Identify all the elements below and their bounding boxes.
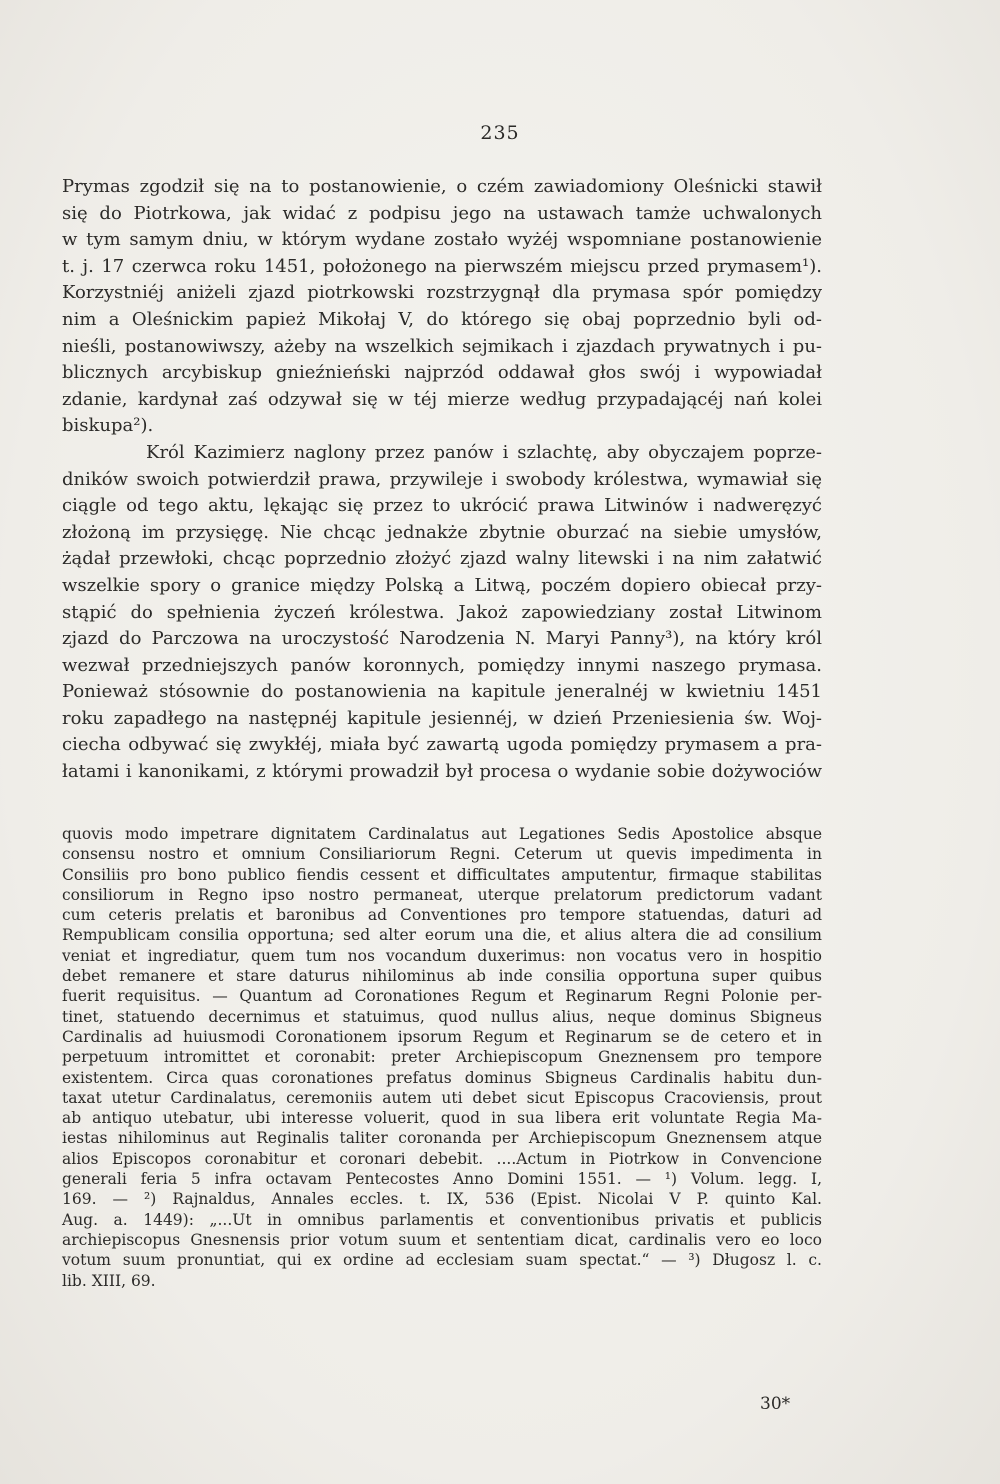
page-number: 235 [480, 122, 520, 144]
footnote-line: iestas nihilominus aut Reginalis taliter coronanda per Archiepiscopum Gneznensem atque [62, 1129, 822, 1148]
footnote-line: lib. XIII, 69. [62, 1271, 156, 1290]
main-text-line: stąpić do spełnienia życzeń królestwa. Jakoż zapowiedziany został Litwinom [62, 601, 822, 623]
main-text-line: wszelkie spory o granice między Polską a Litwą, poczém dopiero obiecał przy- [62, 574, 822, 596]
main-text-line: łatami i kanonikami, z którymi prowadził był procesa o wydanie sobie dożywociów [62, 761, 822, 783]
main-text-line: się do Piotrkowa, jak widać z podpisu jego na ustawach tamże uchwalonych [62, 202, 822, 224]
footnote-line: 169. — ²) Rajnaldus, Annales eccles. t. IX, 536 (Epist. Nicolai V P. quinto Kal. [62, 1190, 822, 1209]
footnote-line: quovis modo impetrare dignitatem Cardinalatus aut Legationes Sedis Apostolice absque [62, 825, 822, 843]
footnote-line: votum suum pronuntiat, qui ex ordine ad ecclesiam suam spectat.“ — ³) Długosz l. c. [62, 1251, 822, 1270]
main-text-line: Król Kazimierz naglony przez panów i szlachtę, aby obyczajem poprze- [146, 441, 822, 463]
footnote-line: fuerit requisitus. — Quantum ad Coronationes Regum et Reginarum Regni Polonie per- [62, 987, 822, 1006]
footnote-line: consensu nostro et omnium Consiliariorum Regni. Ceterum ut quevis impedimenta in [62, 845, 822, 864]
footnote-line: Cardinalis ad huiusmodi Coronationem ipsorum Regum et Reginarum se de cetero et in [62, 1027, 822, 1046]
main-text-line: roku zapadłego na następnéj kapitule jesiennéj, w dzień Przeniesienia św. Woj- [62, 707, 822, 729]
main-text-line: zdanie, kardynał zaś odzywał się w téj mierze według przypadającéj nań kolei [62, 388, 822, 410]
main-text [62, 174, 822, 786]
main-text-line: t. j. 17 czerwca roku 1451, położonego na pierwszém miejscu przed prymasem¹). [62, 255, 822, 277]
footnote-line: consiliorum in Regno ipso nostro permaneat, uterque prelatorum predictorum vadant [62, 885, 822, 904]
main-text-line: ciecha odbywać się zwykłéj, miała być zawartą ugoda pomiędzy prymasem a pra- [62, 734, 822, 756]
main-text-line: nieśli, postanowiwszy, ażeby na wszelkich sejmikach i zjazdach prywatnych i pu- [62, 335, 822, 357]
main-text-line: dników swoich potwierdził prawa, przywileje i swobody królestwa, wymawiał się [62, 468, 822, 490]
footnote-line: Aug. a. 1449): „...Ut in omnibus parlamentis et conventionibus privatis et publicis [62, 1210, 822, 1229]
main-text-line: ciągle od tego aktu, lękając się przez to ukrócić prawa Litwinów i nadweręzyć [62, 495, 822, 517]
main-text-line: wezwał przedniejszych panów koronnych, pomiędzy innymi naszego prymasa. [62, 654, 822, 676]
main-text-line: zjazd do Parczowa na uroczystość Narodzenia N. Maryi Panny³), na który król [62, 628, 822, 650]
footnote-line: perpetuum intromittet et coronabit: preter Archiepiscopum Gneznensem pro tempore [62, 1048, 822, 1067]
main-text-line: Korzystniéj aniżeli zjazd piotrkowski rozstrzygnął dla prymasa spór pomiędzy [62, 282, 822, 304]
main-text-line: w tym samym dniu, w którym wydane zostało wyżéj wspomniane postanowienie [62, 229, 822, 251]
footnote-line: ab antiquo utebatur, ubi interesse voluerit, quod in sua libera erit voluntate Regia Ma- [62, 1109, 822, 1128]
footnote-line: Rempublicam consilia opportuna; sed alter eorum una die, et alius altera die ad consilium [62, 926, 822, 945]
main-text-line: Prymas zgodził się na to postanowienie, o czém zawiadomiony Oleśnicki stawił [62, 176, 822, 197]
main-text-line: żądał przewłoki, chcąc poprzednio złożyć zjazd walny litewski i na nim załatwić [62, 548, 822, 570]
footnote-line: existentem. Circa quas coronationes prefatus dominus Sbigneus Cardinalis habitu dun- [62, 1068, 822, 1087]
main-text-line: biskupa²). [62, 415, 154, 437]
footnote-line: tinet, statuendo decernimus et statuimus, quod nullus alius, neque dominus Sbigneus [62, 1007, 822, 1026]
footnote-line: Consiliis pro bono publico fiendis cessent et difficultates amputentur, firmaque stabilitas [62, 865, 822, 884]
footnotes [62, 824, 822, 1291]
main-text-line: nim a Oleśnickim papież Mikołaj V, do którego się obaj poprzednio byli od- [62, 308, 822, 330]
main-text-line: złożoną im przysięgę. Nie chcąc jednakże zbytnie oburzać na siebie umysłów, [62, 521, 822, 543]
footnote-line: debet remanere et stare daturus nihilominus ab inde consilia opportuna super quibus [62, 967, 822, 986]
footnote-line: taxat utetur Cardinalatus, ceremoniis autem uti debet sicut Episcopus Cracoviensis, prout [62, 1088, 822, 1107]
main-text-line: blicznych arcybiskup gnieźnieński najprzód oddawał głos swój i wypowiadał [62, 362, 822, 384]
footnote-line: cum ceteris prelatis et baronibus ad Conventiones pro tempore statuendas, daturi ad [62, 906, 822, 925]
signature-mark: 30* [760, 1394, 791, 1414]
main-text-line: Ponieważ stósownie do postanowienia na kapitule jeneralnéj w kwietniu 1451 [62, 681, 822, 703]
footnote-line: archiepiscopus Gnesnensis prior votum suum et sententiam dicat, cardinalis vero eo loco [62, 1230, 822, 1249]
footnote-line: generali feria 5 infra octavam Pentecostes Anno Domini 1551. — ¹) Volum. legg. I, [62, 1170, 822, 1189]
footnote-line: alios Episcopos coronabitur et coronari debebit. ....Actum in Piotrkow in Convencione [62, 1149, 822, 1168]
footnote-line: veniat et ingrediatur, quem tum nos vocandum duxerimus: non vocatus vero in hospitio [62, 946, 822, 965]
